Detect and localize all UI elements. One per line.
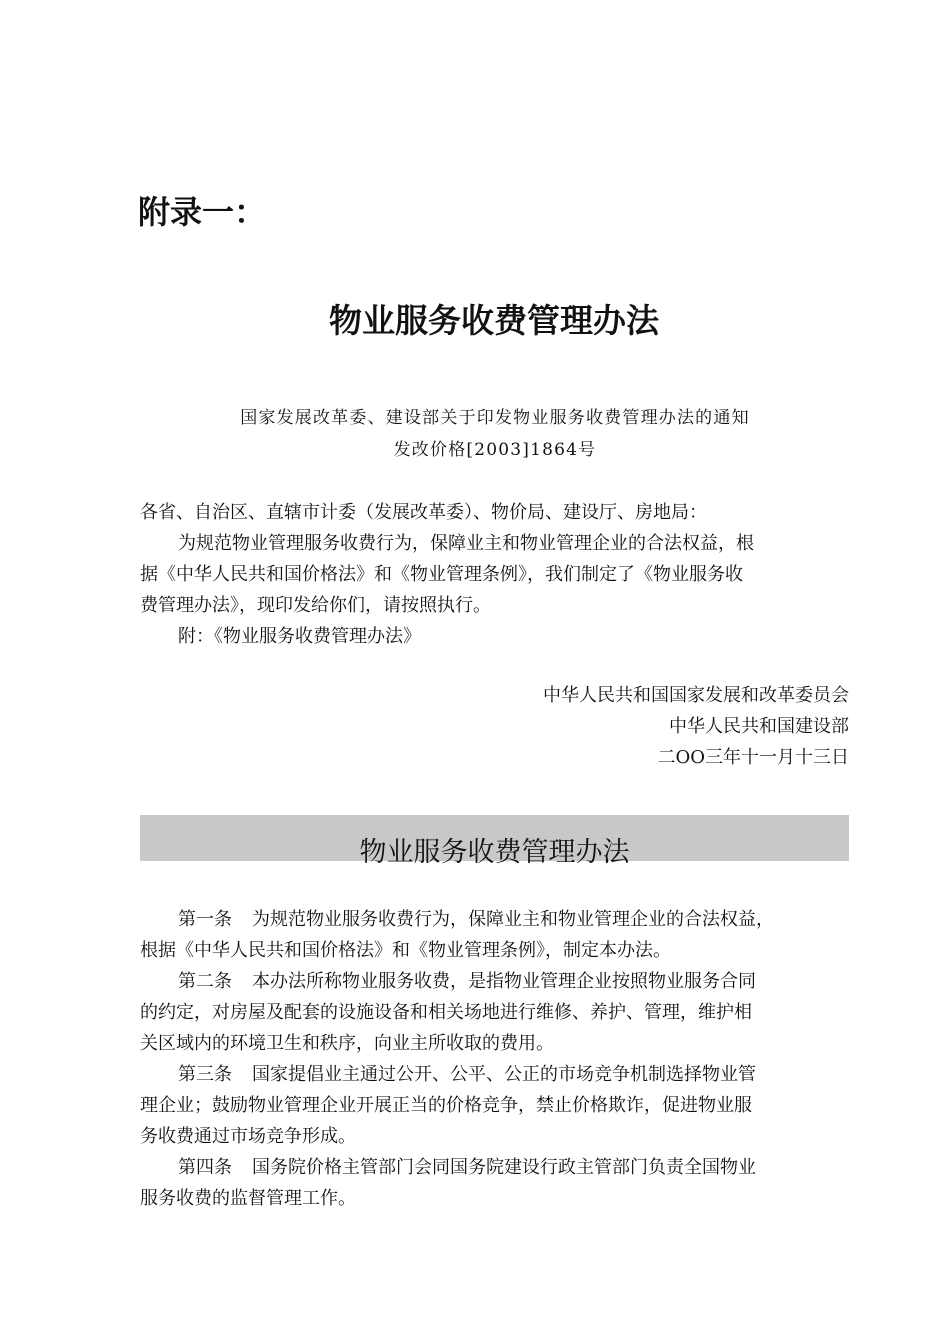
article-line <box>178 1154 756 1182</box>
letter-date: 二OO三年十一月十三日 <box>657 747 849 768</box>
article-text: 为规范物业服务收费行为，保障业主和物业管理企业的合法权益， <box>252 909 774 930</box>
letter-paragraph-line: 费管理办法》，现印发给你们，请按照执行。 <box>140 595 491 616</box>
section-title: 物业服务收费管理办法 <box>359 837 630 868</box>
article-label: 第一条 <box>178 909 232 930</box>
article-text: 本办法所称物业服务收费，是指物业管理企业按照物业服务合同 <box>252 971 756 992</box>
article-line <box>178 906 774 934</box>
article-text: 国务院价格主管部门会同国务院建设行政主管部门负责全国物业 <box>252 1157 756 1178</box>
article-line: 关区域内的环境卫生和秩序，向业主所收取的费用。 <box>140 1033 554 1054</box>
article-line: 的约定，对房屋及配套的设施设备和相关场地进行维修、养护、管理，维护相 <box>140 1002 752 1023</box>
signatory: 中华人民共和国建设部 <box>669 716 849 737</box>
article-line <box>178 968 756 996</box>
article-line: 服务收费的监督管理工作。 <box>140 1188 356 1209</box>
article-label: 第三条 <box>178 1064 232 1085</box>
article-line: 务收费通过市场竞争形成。 <box>140 1126 356 1147</box>
article-label: 第四条 <box>178 1157 232 1178</box>
article-label: 第二条 <box>178 971 232 992</box>
notice-title: 国家发展改革委、建设部关于印发物业服务收费管理办法的通知 <box>240 408 750 428</box>
article-line: 根据《中华人民共和国价格法》和《物业管理条例》，制定本办法。 <box>140 940 671 961</box>
article-text: 国家提倡业主通过公开、公平、公正的市场竞争机制选择物业管 <box>252 1064 756 1085</box>
article-line: 理企业；鼓励物业管理企业开展正当的价格竞争，禁止价格欺诈，促进物业服 <box>140 1095 752 1116</box>
letter-salutation: 各省、自治区、直辖市计委（发展改革委）、物价局、建设厅、房地局： <box>140 502 707 523</box>
appendix-heading: 附录一： <box>138 193 267 231</box>
article-line <box>178 1061 756 1089</box>
page-title: 物业服务收费管理办法 <box>329 301 659 340</box>
letter-attachment: 附：《物业服务收费管理办法》 <box>178 626 421 647</box>
letter-paragraph-line: 为规范物业管理服务收费行为，保障业主和物业管理企业的合法权益，根 <box>178 533 754 554</box>
signatory: 中华人民共和国国家发展和改革委员会 <box>543 685 849 706</box>
letter-paragraph-line: 据《中华人民共和国价格法》和《物业管理条例》，我们制定了《物业服务收 <box>140 564 743 585</box>
notice-doc-number: 发改价格[2003]1864号 <box>393 440 597 460</box>
